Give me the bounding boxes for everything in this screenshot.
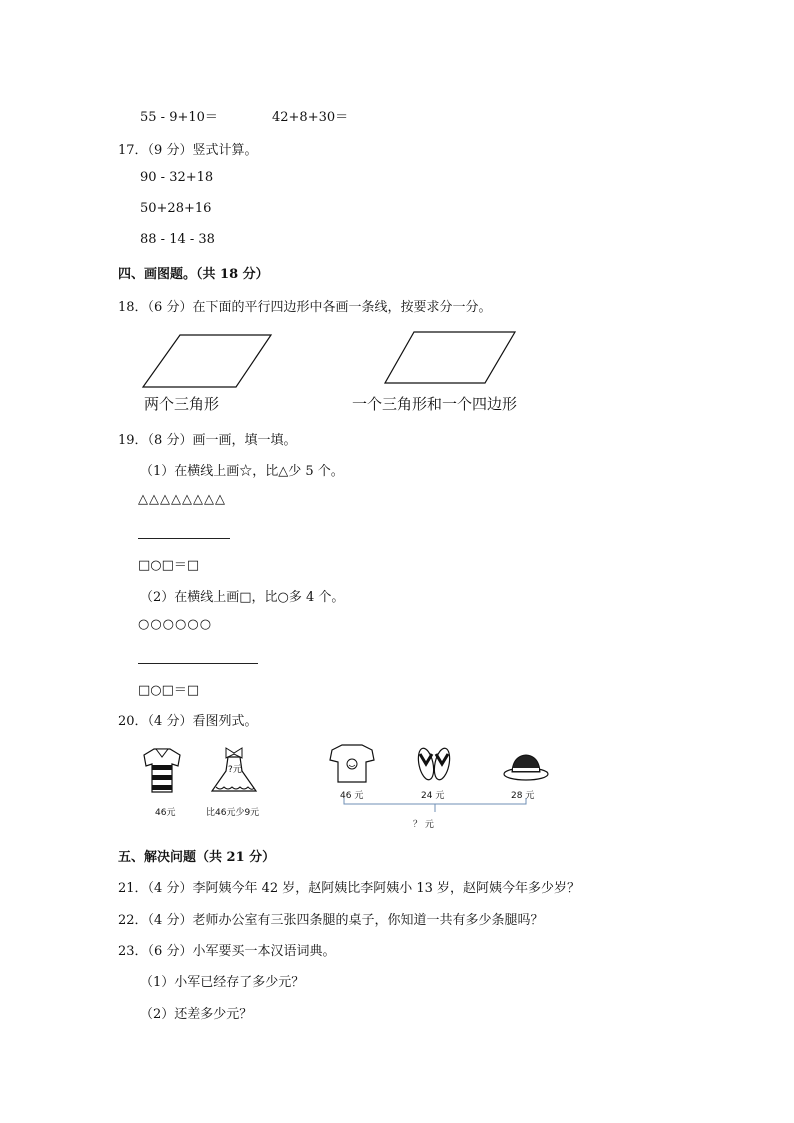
dress-caption: 比46元少9元 — [206, 808, 260, 818]
dress-price-tag: ?元 — [228, 765, 242, 775]
q20-right-illustration — [320, 742, 560, 832]
q17-title: 17．（9 分）竖式计算。 — [118, 143, 258, 158]
q23-sub-1: （1）小军已经存了多少元？ — [140, 975, 305, 990]
q19-part1-prompt: （1）在横线上画☆，比△少 5 个。 — [140, 464, 344, 479]
q18-caption-left: 两个三角形 — [144, 395, 220, 413]
total-price-question: ？ 元 — [413, 820, 434, 830]
q19-part2-circles: ○○○○○○ — [138, 617, 213, 632]
q19-part2-equation: □○□＝□ — [138, 683, 200, 698]
q17-item-2: 50+28+16 — [140, 201, 212, 216]
q17-item-1: 90 - 32+18 — [140, 170, 214, 185]
q16-expression-a: 55 - 9+10＝ — [140, 110, 218, 125]
sandals-icon — [416, 747, 452, 781]
q19-part1-equation: □○□＝□ — [138, 558, 200, 573]
q18-title: 18．（6 分）在下面的平行四边形中各画一条线，按要求分一分。 — [118, 300, 492, 315]
hat-icon — [504, 755, 548, 780]
q23-sub-2: （2）还差多少元？ — [140, 1007, 253, 1022]
parallelogram-left — [143, 335, 271, 387]
hat-price: 28 元 — [511, 791, 535, 801]
q19-part1-answer-line[interactable] — [138, 538, 230, 539]
t-shirt-icon — [330, 745, 374, 782]
section-5-title: 五、解决问题（共 21 分） — [118, 850, 276, 865]
q19-title: 19．（8 分）画一画，填一填。 — [118, 433, 297, 448]
q19-part1-triangles: △△△△△△△△ — [138, 492, 226, 507]
striped-shirt-icon — [144, 749, 180, 792]
sandals-price: 24 元 — [421, 791, 445, 801]
q19-part2-answer-line[interactable] — [138, 663, 258, 664]
q21-text: 21．（4 分）李阿姨今年 42 岁，赵阿姨比李阿姨小 13 岁，赵阿姨今年多少岁？ — [118, 881, 581, 896]
q22-text: 22．（4 分）老师办公室有三张四条腿的桌子，你知道一共有多少条腿吗？ — [118, 913, 544, 928]
t-shirt-price: 46 元 — [340, 791, 364, 801]
section-4-title: 四、画图题。（共 18 分） — [118, 267, 269, 282]
q17-item-3: 88 - 14 - 38 — [140, 232, 215, 247]
parallelogram-right — [385, 332, 515, 383]
q20-left-illustration — [130, 745, 290, 807]
q18-caption-right: 一个三角形和一个四边形 — [352, 395, 518, 413]
q19-part2-prompt: （2）在横线上画□，比○多 4 个。 — [140, 590, 345, 605]
q16-expression-b: 42+8+30＝ — [272, 110, 349, 125]
shirt-price: 46元 — [155, 808, 176, 818]
q18-parallelograms — [0, 330, 794, 390]
q23-title: 23．（6 分）小军要买一本汉语词典。 — [118, 944, 336, 959]
q20-title: 20．（4 分）看图列式。 — [118, 714, 258, 729]
